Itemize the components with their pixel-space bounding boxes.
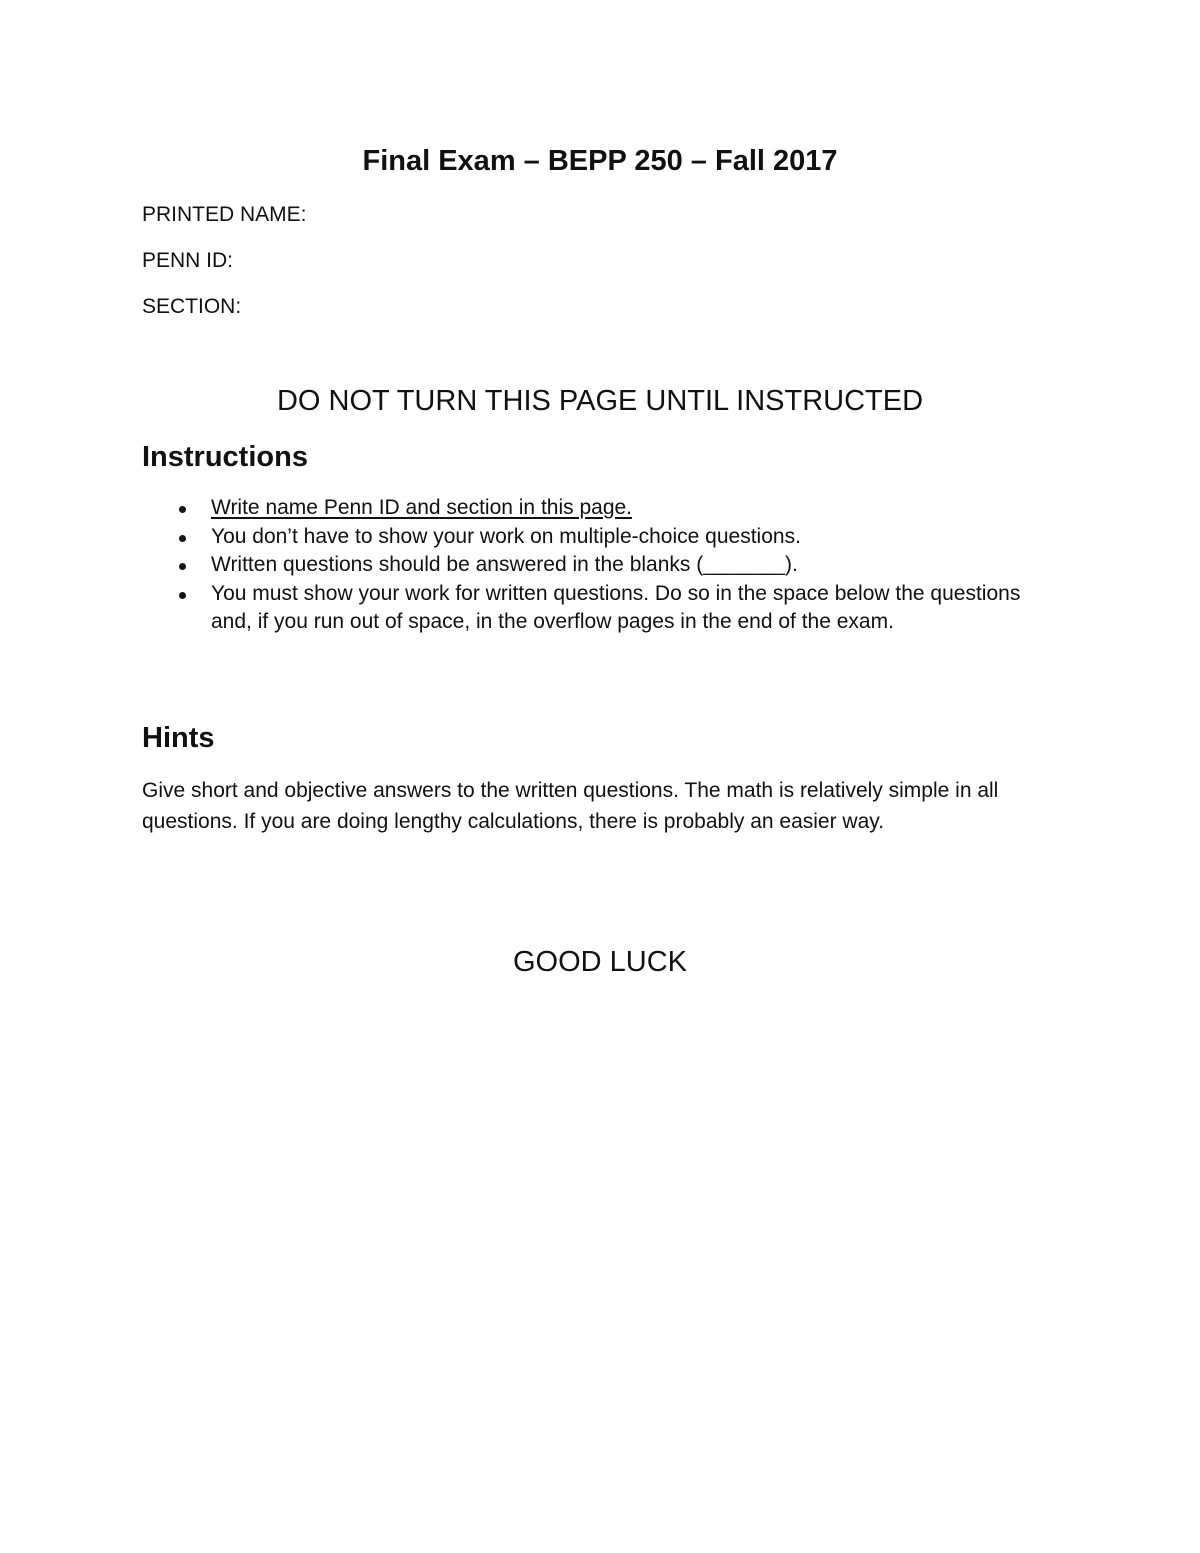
hints-heading: Hints <box>142 722 215 754</box>
list-item-text: Written questions should be answered in the blanks (_______). <box>211 553 798 576</box>
instructions-list <box>142 494 1042 637</box>
good-luck-text: GOOD LUCK <box>512 946 688 978</box>
warning-text: DO NOT TURN THIS PAGE UNTIL INSTRUCTED <box>276 385 924 417</box>
instructions-heading: Instructions <box>142 441 308 473</box>
section-label: SECTION: <box>142 295 242 318</box>
exam-title: Final Exam – BEPP 250 – Fall 2017 <box>362 145 838 177</box>
list-item <box>142 494 1042 523</box>
list-item-text: You must show your work for written questions. Do so in the space below the questions and, if you run out of space, in the overflow pages in the end of the exam. <box>211 581 1021 633</box>
list-item <box>142 523 1042 552</box>
penn-id-label: PENN ID: <box>142 249 234 272</box>
bullet-icon <box>179 563 186 570</box>
list-item-text: You don’t have to show your work on multiple-choice questions. <box>211 524 801 548</box>
list-item <box>142 551 1042 580</box>
bullet-icon <box>179 506 186 513</box>
printed-name-label: PRINTED NAME: <box>142 203 307 226</box>
bullet-icon <box>179 535 186 542</box>
hints-paragraph: Give short and objective answers to the written questions. The math is relatively simple in all questions. If you are doing lengthy calculations, there is probably an easier way. <box>142 779 999 833</box>
list-item <box>142 580 1042 637</box>
bullet-icon <box>179 592 186 599</box>
list-item-text: Write name Penn ID and section in this page. <box>211 496 633 519</box>
